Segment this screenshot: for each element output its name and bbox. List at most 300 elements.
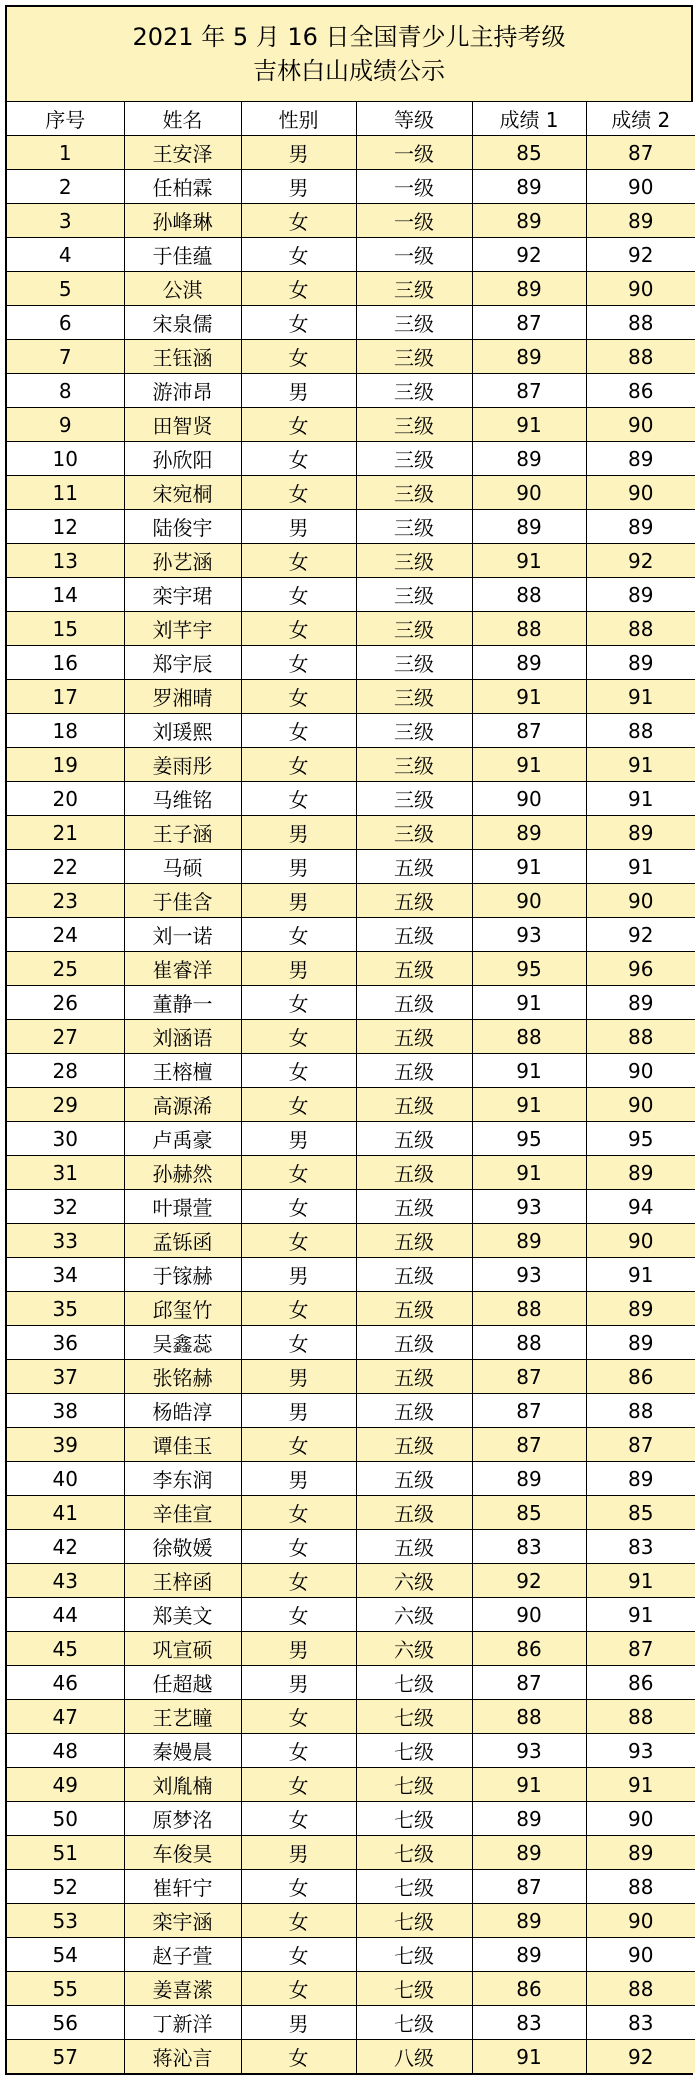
cell-level: 三级 bbox=[356, 272, 472, 306]
cell-name: 崔睿洋 bbox=[124, 952, 241, 986]
cell-score-1: 86 bbox=[472, 1972, 586, 2006]
cell-gender: 男 bbox=[241, 884, 356, 918]
cell-level: 五级 bbox=[356, 1360, 472, 1394]
cell-gender: 女 bbox=[241, 782, 356, 816]
cell-score-1: 83 bbox=[472, 2006, 586, 2040]
cell-score-2: 94 bbox=[586, 1190, 695, 1224]
table-row bbox=[7, 1326, 695, 1360]
cell-score-2: 93 bbox=[586, 1734, 695, 1768]
cell-name: 孙欣阳 bbox=[124, 442, 241, 476]
table-row bbox=[7, 510, 695, 544]
table-row bbox=[7, 408, 695, 442]
table-row bbox=[7, 1088, 695, 1122]
cell-index: 57 bbox=[7, 2040, 124, 2074]
table-row bbox=[7, 442, 695, 476]
table-row bbox=[7, 136, 695, 170]
cell-index: 10 bbox=[7, 442, 124, 476]
cell-score-1: 88 bbox=[472, 578, 586, 612]
table-row bbox=[7, 1190, 695, 1224]
cell-score-2: 90 bbox=[586, 1938, 695, 1972]
cell-score-2: 89 bbox=[586, 578, 695, 612]
col-header-index: 序号 bbox=[7, 102, 124, 136]
table-row bbox=[7, 374, 695, 408]
cell-score-1: 87 bbox=[472, 1428, 586, 1462]
cell-score-2: 87 bbox=[586, 136, 695, 170]
cell-name: 叶璟萱 bbox=[124, 1190, 241, 1224]
cell-name: 邱玺竹 bbox=[124, 1292, 241, 1326]
cell-gender: 女 bbox=[241, 1870, 356, 1904]
cell-gender: 女 bbox=[241, 578, 356, 612]
cell-level: 五级 bbox=[356, 1224, 472, 1258]
cell-gender: 女 bbox=[241, 646, 356, 680]
cell-score-1: 91 bbox=[472, 986, 586, 1020]
cell-name: 孙赫然 bbox=[124, 1156, 241, 1190]
table-row bbox=[7, 544, 695, 578]
table-row bbox=[7, 476, 695, 510]
cell-gender: 女 bbox=[241, 1734, 356, 1768]
cell-index: 25 bbox=[7, 952, 124, 986]
cell-gender: 女 bbox=[241, 1972, 356, 2006]
cell-score-2: 89 bbox=[586, 986, 695, 1020]
cell-score-1: 91 bbox=[472, 1054, 586, 1088]
cell-score-1: 88 bbox=[472, 1326, 586, 1360]
table-row bbox=[7, 986, 695, 1020]
cell-level: 五级 bbox=[356, 1088, 472, 1122]
cell-gender: 女 bbox=[241, 1156, 356, 1190]
cell-level: 三级 bbox=[356, 544, 472, 578]
cell-level: 七级 bbox=[356, 1938, 472, 1972]
cell-score-2: 88 bbox=[586, 1972, 695, 2006]
cell-index: 4 bbox=[7, 238, 124, 272]
cell-index: 24 bbox=[7, 918, 124, 952]
cell-score-1: 89 bbox=[472, 204, 586, 238]
table-row bbox=[7, 1802, 695, 1836]
cell-score-1: 93 bbox=[472, 1734, 586, 1768]
table-row bbox=[7, 1904, 695, 1938]
cell-index: 54 bbox=[7, 1938, 124, 1972]
cell-name: 于佳蕴 bbox=[124, 238, 241, 272]
cell-gender: 女 bbox=[241, 1700, 356, 1734]
cell-name: 原梦洺 bbox=[124, 1802, 241, 1836]
cell-index: 50 bbox=[7, 1802, 124, 1836]
cell-name: 杨皓淳 bbox=[124, 1394, 241, 1428]
cell-score-1: 87 bbox=[472, 306, 586, 340]
cell-score-1: 89 bbox=[472, 1224, 586, 1258]
cell-score-2: 89 bbox=[586, 442, 695, 476]
header-row bbox=[7, 102, 695, 136]
cell-gender: 男 bbox=[241, 2006, 356, 2040]
cell-score-2: 91 bbox=[586, 1768, 695, 1802]
cell-index: 18 bbox=[7, 714, 124, 748]
col-header-score-2: 成绩 2 bbox=[586, 102, 695, 136]
cell-gender: 女 bbox=[241, 1768, 356, 1802]
cell-index: 26 bbox=[7, 986, 124, 1020]
cell-index: 48 bbox=[7, 1734, 124, 1768]
table-row bbox=[7, 612, 695, 646]
cell-index: 21 bbox=[7, 816, 124, 850]
cell-level: 三级 bbox=[356, 782, 472, 816]
cell-index: 22 bbox=[7, 850, 124, 884]
cell-index: 37 bbox=[7, 1360, 124, 1394]
table-row bbox=[7, 680, 695, 714]
cell-score-2: 86 bbox=[586, 1666, 695, 1700]
cell-score-2: 85 bbox=[586, 1496, 695, 1530]
cell-gender: 女 bbox=[241, 204, 356, 238]
cell-level: 三级 bbox=[356, 816, 472, 850]
cell-name: 张铭赫 bbox=[124, 1360, 241, 1394]
cell-level: 五级 bbox=[356, 986, 472, 1020]
cell-score-1: 89 bbox=[472, 816, 586, 850]
cell-score-2: 89 bbox=[586, 1156, 695, 1190]
cell-score-2: 92 bbox=[586, 238, 695, 272]
cell-score-1: 95 bbox=[472, 952, 586, 986]
cell-level: 一级 bbox=[356, 238, 472, 272]
cell-index: 34 bbox=[7, 1258, 124, 1292]
cell-name: 姜雨彤 bbox=[124, 748, 241, 782]
cell-level: 五级 bbox=[356, 1394, 472, 1428]
cell-gender: 女 bbox=[241, 1428, 356, 1462]
cell-name: 罗湘晴 bbox=[124, 680, 241, 714]
cell-index: 52 bbox=[7, 1870, 124, 1904]
cell-gender: 女 bbox=[241, 272, 356, 306]
cell-index: 41 bbox=[7, 1496, 124, 1530]
cell-gender: 男 bbox=[241, 952, 356, 986]
cell-index: 35 bbox=[7, 1292, 124, 1326]
cell-index: 51 bbox=[7, 1836, 124, 1870]
cell-score-1: 90 bbox=[472, 884, 586, 918]
table-row bbox=[7, 1530, 695, 1564]
cell-level: 七级 bbox=[356, 1768, 472, 1802]
cell-index: 47 bbox=[7, 1700, 124, 1734]
cell-level: 三级 bbox=[356, 476, 472, 510]
table-row bbox=[7, 306, 695, 340]
cell-level: 一级 bbox=[356, 136, 472, 170]
cell-name: 田智贤 bbox=[124, 408, 241, 442]
cell-gender: 女 bbox=[241, 1938, 356, 1972]
table-row bbox=[7, 170, 695, 204]
cell-score-1: 88 bbox=[472, 1292, 586, 1326]
cell-gender: 女 bbox=[241, 1530, 356, 1564]
cell-index: 30 bbox=[7, 1122, 124, 1156]
cell-score-1: 92 bbox=[472, 238, 586, 272]
title-line-2: 吉林白山成绩公示 bbox=[253, 57, 445, 85]
cell-gender: 男 bbox=[241, 1122, 356, 1156]
cell-score-2: 88 bbox=[586, 1020, 695, 1054]
cell-level: 五级 bbox=[356, 1122, 472, 1156]
table-row bbox=[7, 1768, 695, 1802]
cell-name: 宋宛桐 bbox=[124, 476, 241, 510]
cell-level: 五级 bbox=[356, 1258, 472, 1292]
cell-name: 谭佳玉 bbox=[124, 1428, 241, 1462]
cell-name: 秦嫚晨 bbox=[124, 1734, 241, 1768]
cell-score-2: 89 bbox=[586, 510, 695, 544]
cell-score-2: 96 bbox=[586, 952, 695, 986]
cell-name: 车俊昊 bbox=[124, 1836, 241, 1870]
cell-score-1: 85 bbox=[472, 136, 586, 170]
table-row bbox=[7, 884, 695, 918]
cell-name: 刘一诺 bbox=[124, 918, 241, 952]
cell-name: 刘胤楠 bbox=[124, 1768, 241, 1802]
cell-index: 9 bbox=[7, 408, 124, 442]
cell-index: 33 bbox=[7, 1224, 124, 1258]
cell-name: 孙艺涵 bbox=[124, 544, 241, 578]
cell-name: 赵子萱 bbox=[124, 1938, 241, 1972]
cell-level: 七级 bbox=[356, 1802, 472, 1836]
cell-gender: 女 bbox=[241, 680, 356, 714]
cell-score-2: 91 bbox=[586, 850, 695, 884]
cell-gender: 男 bbox=[241, 1258, 356, 1292]
table-row bbox=[7, 1224, 695, 1258]
cell-name: 孟铄函 bbox=[124, 1224, 241, 1258]
cell-index: 53 bbox=[7, 1904, 124, 1938]
cell-score-2: 90 bbox=[586, 1054, 695, 1088]
cell-score-2: 92 bbox=[586, 2040, 695, 2074]
cell-name: 于镓赫 bbox=[124, 1258, 241, 1292]
table-row bbox=[7, 578, 695, 612]
cell-level: 三级 bbox=[356, 408, 472, 442]
cell-level: 三级 bbox=[356, 578, 472, 612]
table-body bbox=[7, 136, 695, 2074]
cell-gender: 女 bbox=[241, 1020, 356, 1054]
cell-score-2: 83 bbox=[586, 1530, 695, 1564]
cell-score-2: 90 bbox=[586, 1904, 695, 1938]
cell-index: 39 bbox=[7, 1428, 124, 1462]
cell-level: 五级 bbox=[356, 952, 472, 986]
cell-score-1: 89 bbox=[472, 340, 586, 374]
table-row bbox=[7, 782, 695, 816]
cell-score-1: 91 bbox=[472, 1156, 586, 1190]
results-table bbox=[7, 102, 695, 2073]
cell-gender: 女 bbox=[241, 1190, 356, 1224]
cell-name: 于佳含 bbox=[124, 884, 241, 918]
cell-gender: 女 bbox=[241, 748, 356, 782]
cell-level: 六级 bbox=[356, 1632, 472, 1666]
cell-index: 55 bbox=[7, 1972, 124, 2006]
cell-score-1: 85 bbox=[472, 1496, 586, 1530]
cell-index: 56 bbox=[7, 2006, 124, 2040]
cell-score-2: 90 bbox=[586, 884, 695, 918]
cell-gender: 女 bbox=[241, 1904, 356, 1938]
cell-score-2: 95 bbox=[586, 1122, 695, 1156]
cell-score-1: 88 bbox=[472, 1020, 586, 1054]
cell-score-1: 89 bbox=[472, 442, 586, 476]
cell-level: 七级 bbox=[356, 1836, 472, 1870]
cell-index: 31 bbox=[7, 1156, 124, 1190]
cell-score-2: 89 bbox=[586, 1462, 695, 1496]
cell-level: 七级 bbox=[356, 1734, 472, 1768]
cell-name: 吴鑫蕊 bbox=[124, 1326, 241, 1360]
cell-score-2: 83 bbox=[586, 2006, 695, 2040]
cell-score-1: 88 bbox=[472, 1700, 586, 1734]
cell-score-1: 89 bbox=[472, 272, 586, 306]
cell-index: 5 bbox=[7, 272, 124, 306]
table-row bbox=[7, 1836, 695, 1870]
cell-level: 七级 bbox=[356, 2006, 472, 2040]
cell-score-1: 87 bbox=[472, 374, 586, 408]
cell-name: 马硕 bbox=[124, 850, 241, 884]
col-header-name: 姓名 bbox=[124, 102, 241, 136]
cell-level: 三级 bbox=[356, 442, 472, 476]
cell-index: 1 bbox=[7, 136, 124, 170]
cell-score-1: 86 bbox=[472, 1632, 586, 1666]
cell-name: 任超越 bbox=[124, 1666, 241, 1700]
cell-gender: 女 bbox=[241, 986, 356, 1020]
table-row bbox=[7, 1360, 695, 1394]
cell-level: 五级 bbox=[356, 1428, 472, 1462]
cell-level: 五级 bbox=[356, 1462, 472, 1496]
cell-score-2: 88 bbox=[586, 714, 695, 748]
cell-level: 三级 bbox=[356, 374, 472, 408]
cell-name: 卢禹豪 bbox=[124, 1122, 241, 1156]
cell-index: 42 bbox=[7, 1530, 124, 1564]
cell-level: 三级 bbox=[356, 714, 472, 748]
cell-score-2: 89 bbox=[586, 1292, 695, 1326]
cell-score-2: 91 bbox=[586, 680, 695, 714]
cell-score-1: 90 bbox=[472, 1598, 586, 1632]
table-row bbox=[7, 1564, 695, 1598]
col-header-level: 等级 bbox=[356, 102, 472, 136]
col-header-score-1: 成绩 1 bbox=[472, 102, 586, 136]
cell-score-1: 83 bbox=[472, 1530, 586, 1564]
cell-gender: 女 bbox=[241, 1088, 356, 1122]
table-row bbox=[7, 1258, 695, 1292]
cell-score-1: 88 bbox=[472, 612, 586, 646]
cell-name: 王钰涵 bbox=[124, 340, 241, 374]
cell-gender: 女 bbox=[241, 714, 356, 748]
table-row bbox=[7, 1122, 695, 1156]
cell-name: 栾宇珺 bbox=[124, 578, 241, 612]
cell-score-2: 87 bbox=[586, 1632, 695, 1666]
cell-level: 七级 bbox=[356, 1972, 472, 2006]
table-row bbox=[7, 1666, 695, 1700]
cell-name: 王梓函 bbox=[124, 1564, 241, 1598]
cell-gender: 男 bbox=[241, 1394, 356, 1428]
cell-name: 孙峰琳 bbox=[124, 204, 241, 238]
cell-index: 14 bbox=[7, 578, 124, 612]
cell-name: 刘芊宇 bbox=[124, 612, 241, 646]
cell-score-1: 91 bbox=[472, 1088, 586, 1122]
cell-gender: 男 bbox=[241, 374, 356, 408]
cell-level: 七级 bbox=[356, 1904, 472, 1938]
cell-index: 15 bbox=[7, 612, 124, 646]
cell-level: 六级 bbox=[356, 1598, 472, 1632]
cell-score-2: 89 bbox=[586, 646, 695, 680]
cell-index: 23 bbox=[7, 884, 124, 918]
cell-name: 蒋沁言 bbox=[124, 2040, 241, 2074]
cell-score-2: 88 bbox=[586, 306, 695, 340]
table-row bbox=[7, 816, 695, 850]
cell-score-2: 90 bbox=[586, 272, 695, 306]
cell-score-2: 87 bbox=[586, 1428, 695, 1462]
cell-score-1: 89 bbox=[472, 1938, 586, 1972]
cell-name: 马维铭 bbox=[124, 782, 241, 816]
cell-level: 五级 bbox=[356, 1054, 472, 1088]
cell-gender: 女 bbox=[241, 476, 356, 510]
cell-gender: 男 bbox=[241, 816, 356, 850]
cell-level: 七级 bbox=[356, 1666, 472, 1700]
cell-score-1: 89 bbox=[472, 1836, 586, 1870]
table-row bbox=[7, 714, 695, 748]
cell-score-2: 90 bbox=[586, 1088, 695, 1122]
cell-index: 32 bbox=[7, 1190, 124, 1224]
cell-name: 李东润 bbox=[124, 1462, 241, 1496]
table-row bbox=[7, 2006, 695, 2040]
cell-index: 13 bbox=[7, 544, 124, 578]
cell-level: 三级 bbox=[356, 680, 472, 714]
cell-index: 8 bbox=[7, 374, 124, 408]
cell-score-1: 90 bbox=[472, 476, 586, 510]
cell-score-2: 90 bbox=[586, 1802, 695, 1836]
table-row bbox=[7, 850, 695, 884]
cell-name: 巩宣硕 bbox=[124, 1632, 241, 1666]
cell-score-2: 90 bbox=[586, 476, 695, 510]
cell-score-1: 91 bbox=[472, 680, 586, 714]
cell-level: 五级 bbox=[356, 1530, 472, 1564]
cell-index: 2 bbox=[7, 170, 124, 204]
table-row bbox=[7, 1462, 695, 1496]
cell-name: 栾宇涵 bbox=[124, 1904, 241, 1938]
table-row bbox=[7, 748, 695, 782]
cell-score-1: 90 bbox=[472, 782, 586, 816]
cell-score-1: 87 bbox=[472, 1666, 586, 1700]
cell-score-2: 91 bbox=[586, 1258, 695, 1292]
cell-gender: 女 bbox=[241, 1496, 356, 1530]
cell-name: 郑美文 bbox=[124, 1598, 241, 1632]
cell-score-1: 89 bbox=[472, 170, 586, 204]
table-row bbox=[7, 238, 695, 272]
cell-index: 46 bbox=[7, 1666, 124, 1700]
cell-gender: 男 bbox=[241, 136, 356, 170]
cell-gender: 女 bbox=[241, 408, 356, 442]
cell-score-1: 95 bbox=[472, 1122, 586, 1156]
cell-level: 三级 bbox=[356, 646, 472, 680]
table-row bbox=[7, 1598, 695, 1632]
table-row bbox=[7, 1972, 695, 2006]
table-row bbox=[7, 1632, 695, 1666]
cell-score-2: 90 bbox=[586, 1224, 695, 1258]
cell-score-2: 88 bbox=[586, 340, 695, 374]
cell-score-1: 93 bbox=[472, 1190, 586, 1224]
cell-level: 三级 bbox=[356, 340, 472, 374]
cell-index: 19 bbox=[7, 748, 124, 782]
cell-gender: 女 bbox=[241, 918, 356, 952]
cell-score-1: 91 bbox=[472, 544, 586, 578]
table-row bbox=[7, 1292, 695, 1326]
cell-score-1: 89 bbox=[472, 646, 586, 680]
table-row bbox=[7, 1734, 695, 1768]
cell-level: 七级 bbox=[356, 1700, 472, 1734]
cell-name: 崔轩宁 bbox=[124, 1870, 241, 1904]
cell-index: 27 bbox=[7, 1020, 124, 1054]
table-row bbox=[7, 1870, 695, 1904]
cell-score-1: 87 bbox=[472, 1394, 586, 1428]
cell-name: 丁新洋 bbox=[124, 2006, 241, 2040]
cell-gender: 女 bbox=[241, 238, 356, 272]
table-row bbox=[7, 1156, 695, 1190]
cell-name: 公淇 bbox=[124, 272, 241, 306]
title-block bbox=[7, 7, 691, 102]
cell-gender: 女 bbox=[241, 1054, 356, 1088]
cell-score-2: 88 bbox=[586, 1870, 695, 1904]
cell-index: 20 bbox=[7, 782, 124, 816]
table-row bbox=[7, 2040, 695, 2074]
table-row bbox=[7, 1054, 695, 1088]
cell-index: 38 bbox=[7, 1394, 124, 1428]
cell-score-1: 87 bbox=[472, 714, 586, 748]
cell-score-2: 90 bbox=[586, 170, 695, 204]
cell-gender: 女 bbox=[241, 1802, 356, 1836]
table-row bbox=[7, 952, 695, 986]
